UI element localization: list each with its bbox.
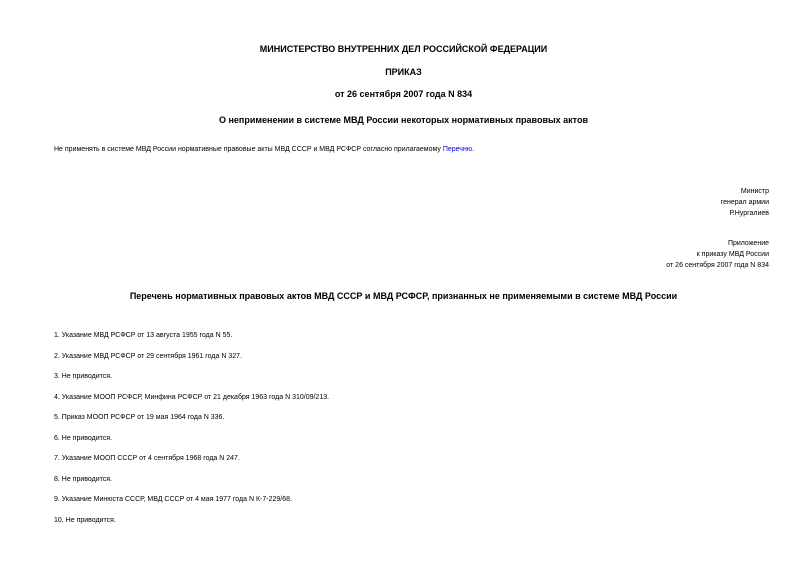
appendix-ref: к приказу МВД России	[696, 251, 769, 258]
document-type: ПРИКАЗ	[385, 67, 422, 77]
list-item: 5. Приказ МООП РСФСР от 19 мая 1964 года N 336.	[54, 414, 225, 421]
list-item: 4. Указание МООП РСФСР, Минфина РСФСР от 21 декабря 1963 года N 310/09/213.	[54, 393, 330, 401]
list-item: 3. Не приводится.	[54, 373, 113, 380]
list-item: 8. Не приводится.	[54, 475, 113, 483]
ministry-heading: МИНИСТЕРСТВО ВНУТРЕННИХ ДЕЛ РОССИЙСКОЙ ФЕДЕРАЦИИ	[259, 44, 548, 54]
order-body-main: Не применять в системе МВД России нормативные правовые акты МВД СССР и МВД РСФСР согласно прилагаемому	[54, 146, 443, 153]
order-body-text	[54, 146, 474, 153]
list-item: 6. Не приводится.	[54, 434, 113, 442]
signature-rank: генерал армии	[720, 199, 769, 206]
signature-title: Министр	[740, 188, 769, 195]
appendix-block	[666, 238, 769, 271]
document-date-number: от 26 сентября 2007 года N 834	[334, 89, 473, 99]
signature-name: Р.Нургалиев	[729, 210, 769, 217]
order-body-end: .	[472, 146, 475, 153]
list-item: 2. Указание МВД РСФСР от 29 сентября 1961 года N 327.	[54, 352, 242, 360]
acts-list	[54, 330, 329, 535]
appendix-date: от 26 сентября 2007 года N 834	[666, 262, 769, 269]
list-item: 10. Не приводится.	[54, 516, 116, 524]
signature-block	[721, 186, 769, 219]
list-title: Перечень нормативных правовых актов МВД СССР и МВД РСФСР, признанных не применяемыми в системе МВД России	[129, 291, 678, 301]
appendix-title: Приложение	[727, 240, 769, 247]
list-link[interactable]: Перечню	[442, 146, 473, 153]
list-item: 9. Указание Минюста СССР, МВД СССР от 4 мая 1977 года N К-7-229/68.	[54, 496, 292, 503]
document-subject: О неприменении в системе МВД России некоторых нормативных правовых актов	[218, 115, 588, 125]
list-item: 7. Указание МООП СССР от 4 сентября 1968 года N 247.	[54, 455, 240, 462]
list-item: 1. Указание МВД РСФСР от 13 августа 1955 года N 55.	[54, 332, 233, 339]
